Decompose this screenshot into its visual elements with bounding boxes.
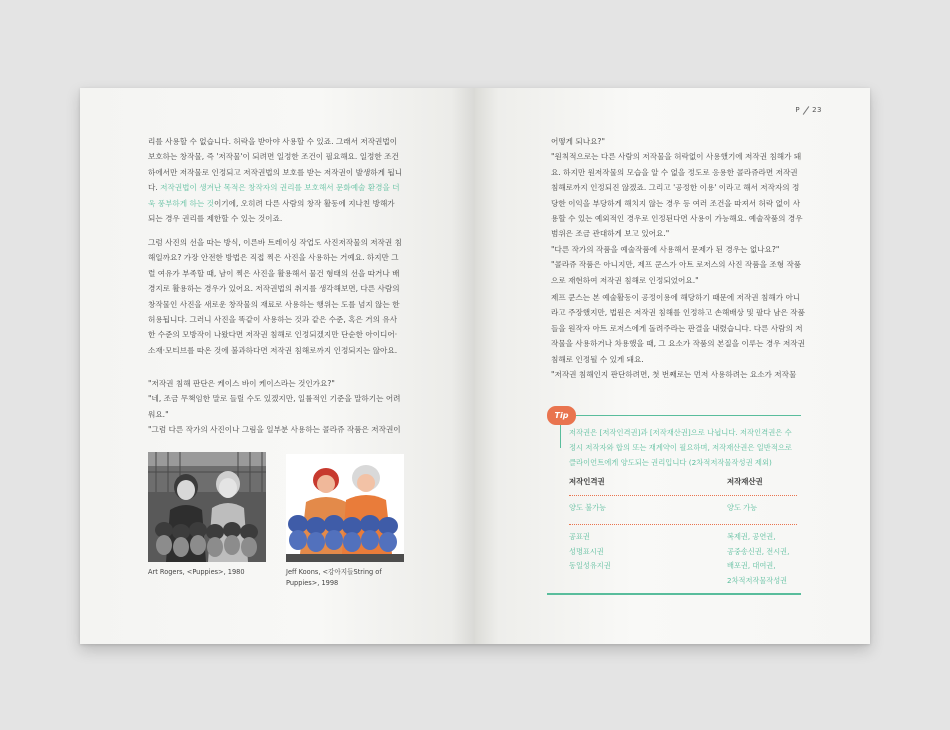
dialog-line: "원칙적으로는 다른 사람의 저작물을 허락없이 사용했기에 저작권 침해가 돼요. 하지만 원저작물의 모습을 알 수 없을 정도로 응용한 콜라쥬라면 저작권 침해로까지 인정되진 않겠죠. 그리고 '공정한 이용' 이라고 해서 저작자의 정당한 이익을 부당하게 해치지 않는 경우 등 여러 조건을 따져서 허락 없이 사용할 수 있는 예외적인 경우로 인정된다면 사용이 가능해요. 예술작품의 경우 범위은 조금 관대하게 보고 있어요."	[551, 152, 803, 239]
dotted-divider	[569, 524, 797, 525]
dialog-line: "저작권 침해 판단은 케이스 바이 케이스라는 것인가요?"	[148, 379, 335, 388]
dialog-line: "저작권 침해인지 판단하려면, 첫 번째로는 먼저 사용하려는 요소가 저작물	[551, 370, 797, 380]
caption-photo-2: Jeff Koons, <강아지들String of Puppies>, 1998	[286, 568, 382, 587]
page-prefix: P	[795, 106, 801, 114]
list-item: 공표권	[569, 532, 590, 541]
tip-box	[551, 406, 800, 594]
left-page	[80, 88, 475, 644]
moral-rights-list	[569, 530, 611, 574]
list-item: 동일성유지권	[569, 561, 611, 571]
open-book	[80, 88, 870, 644]
caption-photo-1: Art Rogers, <Puppies>, 1980	[148, 568, 245, 576]
dialog-line: "그럼 다른 작가의 사진이나 그림을 일부분 사용하는 콜라쥬 작품은 저작권이	[148, 425, 401, 435]
right-paragraph-1	[551, 134, 805, 288]
dialog-line: "콜라쥬 작품은 아니지만, 제프 쿤스가 아트 로저스의 사진 작품을 조형 작품으로 재현하여 저작권 침해로 인정되었어요."	[551, 260, 802, 285]
list-item: 공중송신권, 전시권,	[727, 546, 790, 556]
left-paragraph-2: 그럼 사진의 선을 따는 방식, 이른바 트레이싱 작업도 사진저작물의 저작권 침해일까요? 가장 안전한 방법은 직접 찍은 사진을 사용하는 거예요. 하지만 그럴 여유가 부족할 때, 남이 찍은 사진을 활용해서 물건 형태의 선을 따거나 배경지로 활용하는 경우가 있어요. 저작권법의 취지를 생각해보면, 다른 사람의 창작물인 사진을 새로운 창작물의 재료로 사용하는 행위는 도를 넘지 않는 한 허용됩니다. 그러니 사진을 똑같이 사용하는 것과 같은 수준, 혹은 거의 유사한 수준의 모방작이 나왔다면 저작권 침해로 인정되겠지만 단순한 아이디어·소재·모티브를 따온 것에 불과하다면 저작권 침해로까지 인정되지는 않아요.	[148, 238, 402, 355]
dialog-line: "네, 조금 무책임한 말로 들릴 수도 있겠지만, 일률적인 기준을 말하기는 어려워요."	[148, 394, 401, 419]
left-paragraph-3	[148, 376, 404, 438]
body-text: 제프 쿤스는 본 예술활동이 공정이용에 해당하기 때문에 저작권 침해가 아니라고 주장했지만, 법원은 저작권 침해를 인정하고 손해배상 및 팔다 남은 작품들을 원작자 아트 로저스에게 돌려주라는 판결을 내렸습니다. 다른 사람의 저작물을 사용하거나 차용했을 때, 그 요소가 작품의 본질을 이루는 경우 저작권 침해로 인정될 수 있게 돼요.	[551, 293, 805, 364]
slash-mark	[803, 106, 810, 115]
header-moral-rights: 저작인격권	[569, 477, 605, 486]
dotted-divider	[569, 495, 797, 496]
list-item: 2차적저작물작성권	[727, 575, 788, 585]
page-number-value: 23	[812, 106, 822, 114]
list-item: 배포권, 대여권,	[727, 561, 776, 571]
property-rights-list	[727, 530, 789, 588]
para1-text-end: 이기에, 오히려 다른 사람의 창작 활동에 지나친 방해가 되는 경우 권리를 제한할 수 있는 것이죠.	[148, 198, 395, 224]
right-page	[475, 88, 870, 644]
photo-art-rogers-puppies	[148, 452, 266, 562]
tip-rule-left	[560, 424, 561, 448]
left-paragraph-1	[148, 134, 404, 226]
list-item: 복제권, 공연권,	[727, 532, 776, 541]
tip-badge: Tip	[547, 406, 576, 425]
tip-body-text: 저작권은 [저작인격권]과 [저작재산권]으로 나뉩니다. 저작인격권은 수정시 저작자와 합의 또는 재계약이 필요하며, 저작재산권은 일반적으로 클라이언트에게 양도되는 권리입니다 (2차적저작물작성권 제외)	[569, 428, 792, 467]
tip-rule-bottom	[547, 593, 801, 595]
highlighted-sentence: 저작권법이 생겨난 목적은 창작자의 권리를 보호해서 문화예술 환경을 더욱 풍부하게 하는 것	[148, 183, 400, 208]
list-item: 성명표시권	[569, 546, 604, 556]
photo-jeff-koons-string-of-puppies	[286, 454, 404, 562]
header-property-rights: 저작재산권	[727, 477, 763, 486]
dialog-line: 어떻게 되나요?"	[551, 137, 605, 146]
page-number	[795, 106, 822, 114]
cell-property-transfer: 양도 가능	[727, 503, 758, 512]
cell-moral-transfer: 양도 불가능	[569, 503, 607, 512]
para1-text: 리를 사용할 수 없습니다. 허락을 받아야 사용할 수 있죠. 그래서 저작권법이 보호하는 창작물, 즉 '저작물'이 되려면 일정한 조건이 필요해요. 일정한 조건 하에서만 저작물로 인정되고 저작권법의 보호를 받는 저작권이 발생하게 됩니다.	[148, 137, 403, 193]
dialog-line: "다른 작가의 작품을 예술작품에 사용해서 문제가 된 경우는 없나요?"	[551, 244, 780, 254]
right-paragraph-2	[551, 290, 805, 382]
tip-rule-top	[569, 415, 801, 416]
